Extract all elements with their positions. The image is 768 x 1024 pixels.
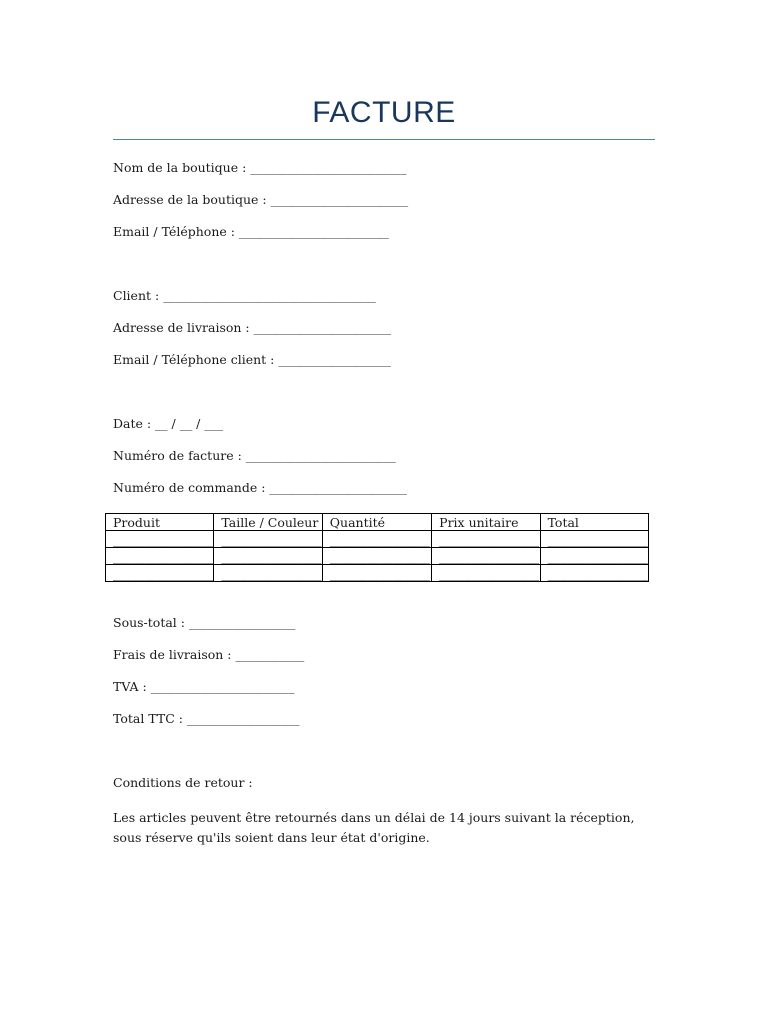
table-row bbox=[106, 565, 649, 582]
table-cell: ________________ bbox=[432, 531, 540, 548]
date-field: Date : __ / __ / ___ bbox=[113, 416, 224, 431]
client-name-field: Client : __________________________________ bbox=[113, 288, 376, 303]
table-cell: ________________ bbox=[106, 531, 214, 548]
delivery-address-field: Adresse de livraison : ______________________ bbox=[113, 320, 392, 335]
page-title: FACTURE bbox=[312, 96, 456, 129]
column-header-quantity: Quantité bbox=[322, 514, 431, 531]
table-cell: ________________ bbox=[432, 565, 540, 582]
tva-field: TVA : _______________________ bbox=[113, 679, 295, 694]
table-cell: ________________ bbox=[106, 565, 214, 582]
subtotal-field: Sous-total : _________________ bbox=[113, 615, 296, 630]
table-row bbox=[106, 531, 649, 548]
column-header-total: Total bbox=[540, 514, 648, 531]
total-ttc-field: Total TTC : __________________ bbox=[113, 711, 300, 726]
shipping-fee-field: Frais de livraison : ___________ bbox=[113, 647, 305, 662]
table-cell: ________________ bbox=[540, 548, 648, 565]
table-cell: ________________ bbox=[432, 548, 540, 565]
return-conditions-text: Les articles peuvent être retournés dans un délai de 14 jours suivant la réception, sous réserve qu'ils soient dans leur état d'origine. bbox=[113, 810, 635, 845]
column-header-product: Produit bbox=[106, 514, 214, 531]
column-header-size-color: Taille / Couleur bbox=[214, 514, 322, 531]
table-header-row bbox=[106, 514, 649, 531]
order-number-field: Numéro de commande : ______________________ bbox=[113, 480, 407, 495]
table-cell: ________________ bbox=[106, 548, 214, 565]
shop-contact-field: Email / Téléphone : ________________________ bbox=[113, 224, 389, 239]
table-cell: ________________ bbox=[540, 565, 648, 582]
table-row bbox=[106, 548, 649, 565]
items-table bbox=[105, 513, 649, 582]
column-header-unit-price: Prix unitaire bbox=[432, 514, 540, 531]
shop-name-field: Nom de la boutique : _________________________ bbox=[113, 160, 407, 175]
table-cell: ________________ bbox=[214, 548, 322, 565]
table-cell: ________________ bbox=[322, 531, 431, 548]
invoice-number-field: Numéro de facture : ________________________ bbox=[113, 448, 396, 463]
client-contact-field: Email / Téléphone client : __________________ bbox=[113, 352, 391, 367]
title-divider bbox=[113, 139, 655, 140]
table-cell: ________________ bbox=[322, 565, 431, 582]
table-cell: ________________ bbox=[214, 565, 322, 582]
table-cell: ________________ bbox=[214, 531, 322, 548]
shop-address-field: Adresse de la boutique : ______________________ bbox=[113, 192, 409, 207]
return-conditions-heading: Conditions de retour : bbox=[113, 775, 253, 790]
table-cell: ________________ bbox=[322, 548, 431, 565]
table-cell: ________________ bbox=[540, 531, 648, 548]
